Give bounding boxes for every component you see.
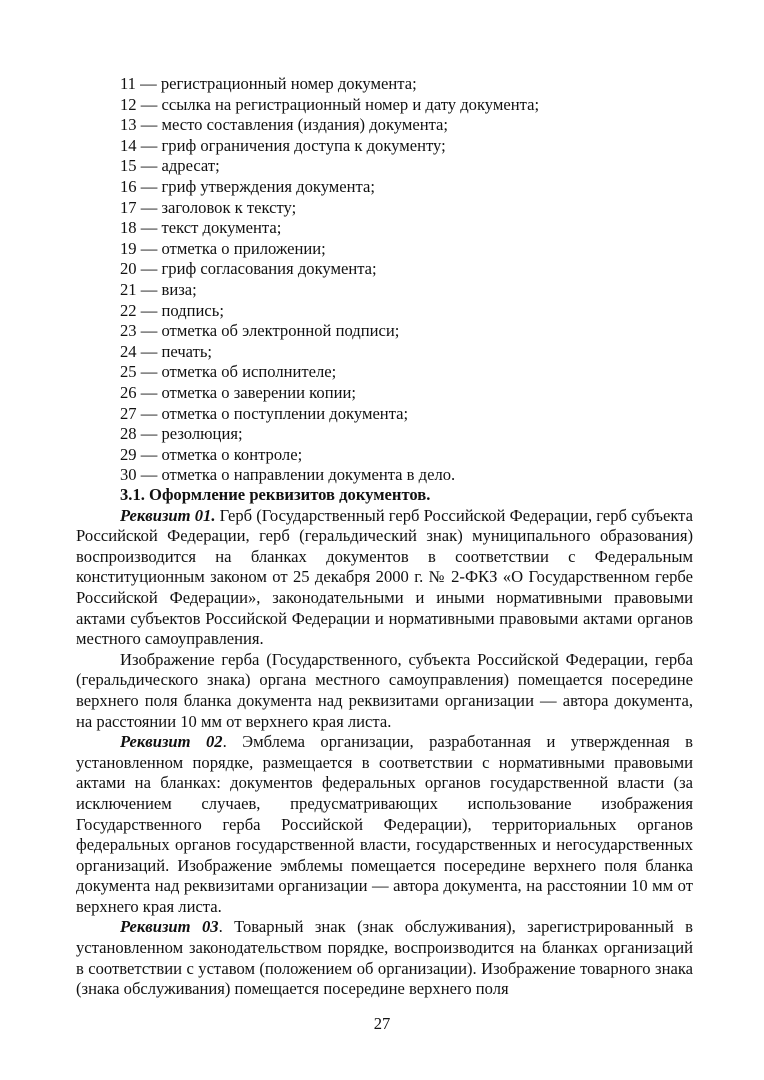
list-item: 30 — отметка о направлении документа в дело.	[120, 465, 456, 485]
paragraph-text: . Эмблема организации, разработанная и утвержденная в установленном порядке, размещается в соответствии с нормативными правовыми актами на бланках: документов федеральных органов государственной власти (за исключением случаев, предусматривающих использование изображения Государственного герба Российской Федерации), территориальных органов федеральных органов государственной власти, государственных и негосударственных организаций. Изображение эмблемы помещается посередине верхнего поля бланка документа над реквизитами организации — автора документа, на расстоянии 10 мм от верхнего края листа.	[76, 732, 693, 916]
paragraph-requisite-02	[76, 732, 693, 917]
list-item: 19 — отметка о приложении;	[120, 238, 326, 258]
requisite-label: Реквизит 01.	[120, 505, 216, 525]
paragraph-requisite-03	[76, 917, 693, 999]
list-item: 26 — отметка о заверении копии;	[120, 382, 356, 402]
list-item: 14 — гриф ограничения доступа к документу;	[120, 135, 446, 155]
list-item: 27 — отметка о поступлении документа;	[120, 403, 409, 423]
section-heading: 3.1. Оформление реквизитов документов.	[120, 485, 431, 504]
list-item: 25 — отметка об исполнителе;	[120, 362, 337, 382]
list-item: 21 — виза;	[120, 279, 197, 299]
paragraph-text: Герб (Государственный герб Российской Федерации, герб субъекта Российской Федерации, герб (геральдический знак) муниципального образования) воспроизводится на бланках документов в соответствии с Федеральным конституционным законом от 25 декабря 2000 г. № 2-ФКЗ «О Государственном гербе Российской Федерации», законодательными и иными нормативными правовыми актами субъектов Российской Федерации и нормативными правовыми актами органов местного самоуправления.	[76, 505, 693, 649]
list-item: 17 — заголовок к тексту;	[120, 197, 297, 217]
list-item: 24 — печать;	[120, 341, 213, 361]
requisites-list	[120, 74, 680, 486]
list-item: 29 — отметка о контроле;	[120, 444, 303, 464]
paragraph-text: . Товарный знак (знак обслуживания), зарегистрированный в установленном законодательством порядке, воспроизводится на бланках организаций в соответствии с уставом (положением об организации). Изображение товарного знака (знака обслуживания) помещается посередине верхнего поля	[76, 917, 694, 999]
requisite-label: Реквизит 02	[120, 732, 223, 752]
body-text	[76, 485, 693, 1000]
list-item: 23 — отметка об электронной подписи;	[120, 321, 400, 341]
list-item: 15 — адресат;	[120, 156, 220, 176]
page-number: 27	[373, 1014, 391, 1033]
list-item: 18 — текст документа;	[120, 218, 282, 238]
list-item: 12 — ссылка на регистрационный номер и дату документа;	[120, 94, 540, 114]
list-item: 22 — подпись;	[120, 300, 224, 320]
list-item: 28 — резолюция;	[120, 424, 243, 444]
list-item: 11 — регистрационный номер документа;	[120, 74, 417, 93]
paragraph-emblem-placement	[76, 650, 693, 732]
list-item: 13 — место составления (издания) документа;	[120, 115, 449, 135]
requisite-label: Реквизит 03	[120, 917, 219, 937]
paragraph-requisite-01	[76, 506, 693, 650]
list-item: 20 — гриф согласования документа;	[120, 259, 377, 279]
list-item: 16 — гриф утверждения документа;	[120, 176, 375, 196]
paragraph-text: Изображение герба (Государственного, субъекта Российской Федерации, герба (геральдического знака) органа местного самоуправления) помещается посередине верхнего поля бланка документа над реквизитами организации — автора документа, на расстоянии 10 мм от верхнего края листа.	[76, 649, 693, 731]
